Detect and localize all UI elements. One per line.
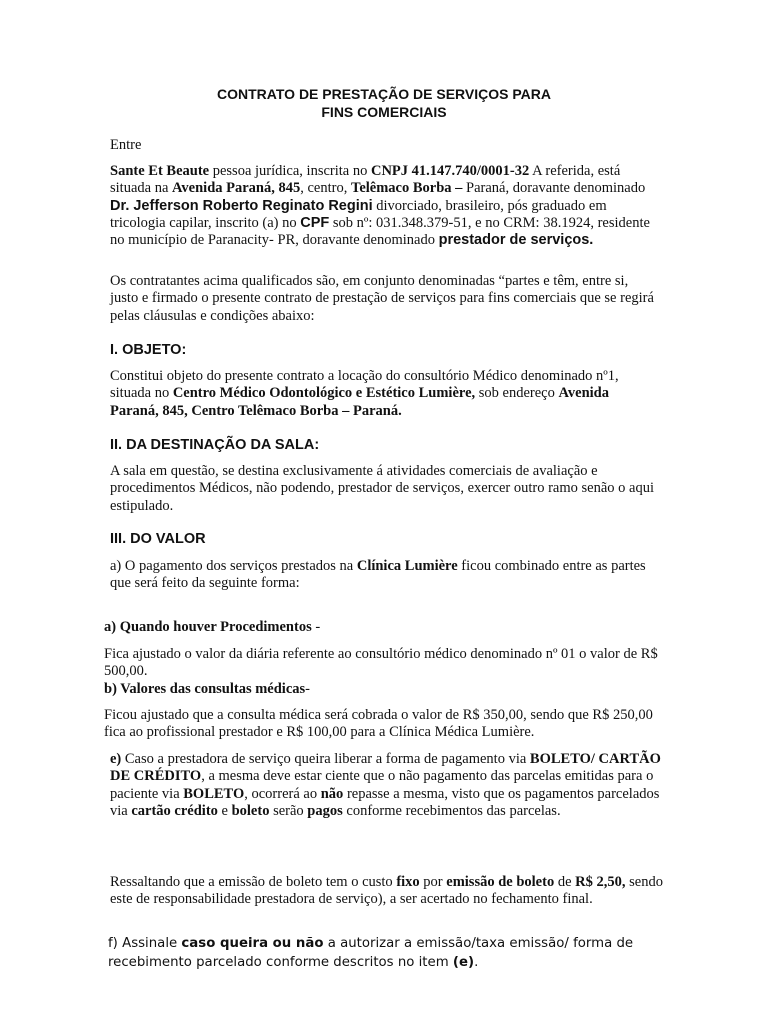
objeto-text-2: sob endereço — [475, 385, 559, 402]
auth-text-3: . — [474, 955, 479, 970]
parties-text-5: divorciado, brasileiro, pós graduado em tricologia capilar, inscrito (a) no — [110, 197, 607, 231]
item-e-text-5: e — [217, 802, 232, 819]
entre-text: Entre — [110, 137, 142, 153]
valor-text-2: ficou combinado entre as partes que será feito da seguinte forma: — [110, 558, 646, 592]
clinic-name: Clínica Lumière — [356, 558, 458, 574]
payment-boleto-paragraph — [110, 751, 666, 820]
fee-text-2: por — [419, 874, 447, 890]
consultations-paragraph: Ficou ajustado que a consulta médica será cobrada o valor de R$ 350,00, sendo que R$ 250,00 fica ao profissional prestador e R$ 100,00 para a Clínica Médica Lumière. — [104, 707, 653, 741]
item-e-label: e) — [110, 751, 122, 767]
item-e-text-1: Caso a prestadora de serviço queira liberar a forma de pagamento via — [121, 751, 530, 767]
procedures-heading-text: a) Quando houver Procedimentos — [104, 619, 312, 635]
contract-title-line2: FINS COMERCIAIS — [321, 104, 447, 120]
fee-text-1: Ressaltando que a emissão de boleto tem o custo — [110, 874, 397, 890]
item-e-text-4: repasse a mesma, visto que os pagamentos parcelados via — [110, 785, 660, 819]
item-e-cartao: cartão crédito — [131, 802, 218, 819]
item-e-boleto-cartao: BOLETO/ CARTÃO DE CRÉDITO — [110, 751, 661, 785]
fee-text-4: sendo este de responsabilidade prestadora de serviço), a ser acertado no fechamento final. — [110, 874, 663, 908]
cnpj: CNPJ 41.147.740/0001-32 — [370, 163, 530, 179]
valor-intro-paragraph — [110, 558, 655, 593]
consultations-heading — [104, 681, 310, 698]
medical-center-name: Centro Médico Odontológico e Estético Lumière, — [172, 385, 476, 402]
objeto-paragraph — [110, 368, 660, 420]
company-city: Telêmaco Borba – — [350, 180, 463, 197]
contract-title-line1: CONTRATO DE PRESTAÇÃO DE SERVIÇOS PARA — [217, 86, 551, 102]
procedures-heading — [104, 619, 320, 636]
item-e-nao: não — [320, 785, 344, 802]
item-e-text-3: , ocorrerá ao — [244, 785, 321, 802]
parties-text-1: pessoa jurídica, inscrita no — [209, 163, 371, 179]
section-destinacao-heading: II. DA DESTINAÇÃO DA SALA: — [110, 437, 320, 453]
fee-value: R$ 2,50, — [575, 874, 626, 890]
medical-center-address: Avenida Paraná, 845, Centro Telêmaco Borba – Paraná. — [110, 385, 609, 419]
item-e-text-2: , a mesma deve estar ciente que o não pagamento das parcelas emitidas para o paciente via — [110, 768, 654, 802]
parties-text-2: A referida, está situada na — [110, 163, 621, 197]
auth-bold: caso queira ou não — [181, 936, 324, 951]
section-valor-heading: III. DO VALOR — [110, 531, 206, 547]
boleto-fee-paragraph — [110, 874, 670, 909]
fee-fixo: fixo — [396, 874, 420, 890]
parties-text-3: , centro, — [300, 180, 351, 197]
doctor-name: Dr. Jefferson Roberto Reginato Regini — [110, 197, 373, 214]
objeto-text-1: Constitui objeto do presente contrato a locação do consultório Médico denominado nº1, situada no — [110, 368, 619, 402]
consultations-dash: - — [305, 681, 310, 697]
item-e-boleto-2: boleto — [231, 802, 270, 819]
auth-item-ref: (e) — [452, 955, 475, 970]
provider-role: prestador de serviços. — [438, 232, 594, 249]
contractors-paragraph: Os contratantes acima qualificados são, em conjunto denominadas “partes e têm, entre si, justo e firmado o presente contrato de prestação de serviços para fins comerciais que se regirá pelas cláusulas e condições abaixo: — [110, 273, 654, 324]
consultations-heading-text: b) Valores das consultas médicas — [104, 681, 306, 697]
company-name: Sante Et Beaute — [110, 163, 210, 179]
procedures-dash: - — [311, 619, 321, 635]
parties-text-4: Paraná, doravante denominado — [462, 180, 646, 197]
company-address: Avenida Paraná, 845 — [172, 180, 301, 197]
valor-text-1: a) O pagamento dos serviços prestados na — [110, 558, 357, 574]
item-e-text-7: conforme recebimentos das parcelas. — [342, 802, 561, 819]
fee-text-3: de — [554, 874, 576, 890]
authorization-paragraph — [108, 934, 668, 972]
destinacao-paragraph: A sala em questão, se destina exclusivamente á atividades comerciais de avaliação e procedimentos Médicos, não podendo, prestador de serviços, exercer outro ramo senão o aqui estipulado. — [110, 463, 654, 514]
item-e-boleto: BOLETO — [183, 785, 245, 802]
item-e-text-6: serão — [269, 802, 308, 819]
parties-paragraph — [110, 163, 660, 249]
procedures-paragraph: Fica ajustado o valor da diária referente ao consultório médico denominado nº 01 o valor de R$ 500,00. — [104, 646, 658, 680]
auth-text-2: a autorizar a emissão/taxa emissão/ forma de recebimento parcelado conforme descritos no item — [108, 936, 634, 970]
auth-text-1: f) Assinale — [108, 936, 182, 951]
section-objeto-heading: I. OBJETO: — [110, 342, 187, 358]
cpf-label: CPF — [300, 214, 330, 231]
item-e-pagos: pagos — [307, 802, 343, 819]
parties-text-6: sob nº: 031.348.379-51, e no CRM: 38.1924, residente no município de Paranacity- PR, doravante denominado — [110, 214, 650, 249]
fee-emissao: emissão de boleto — [446, 874, 555, 890]
